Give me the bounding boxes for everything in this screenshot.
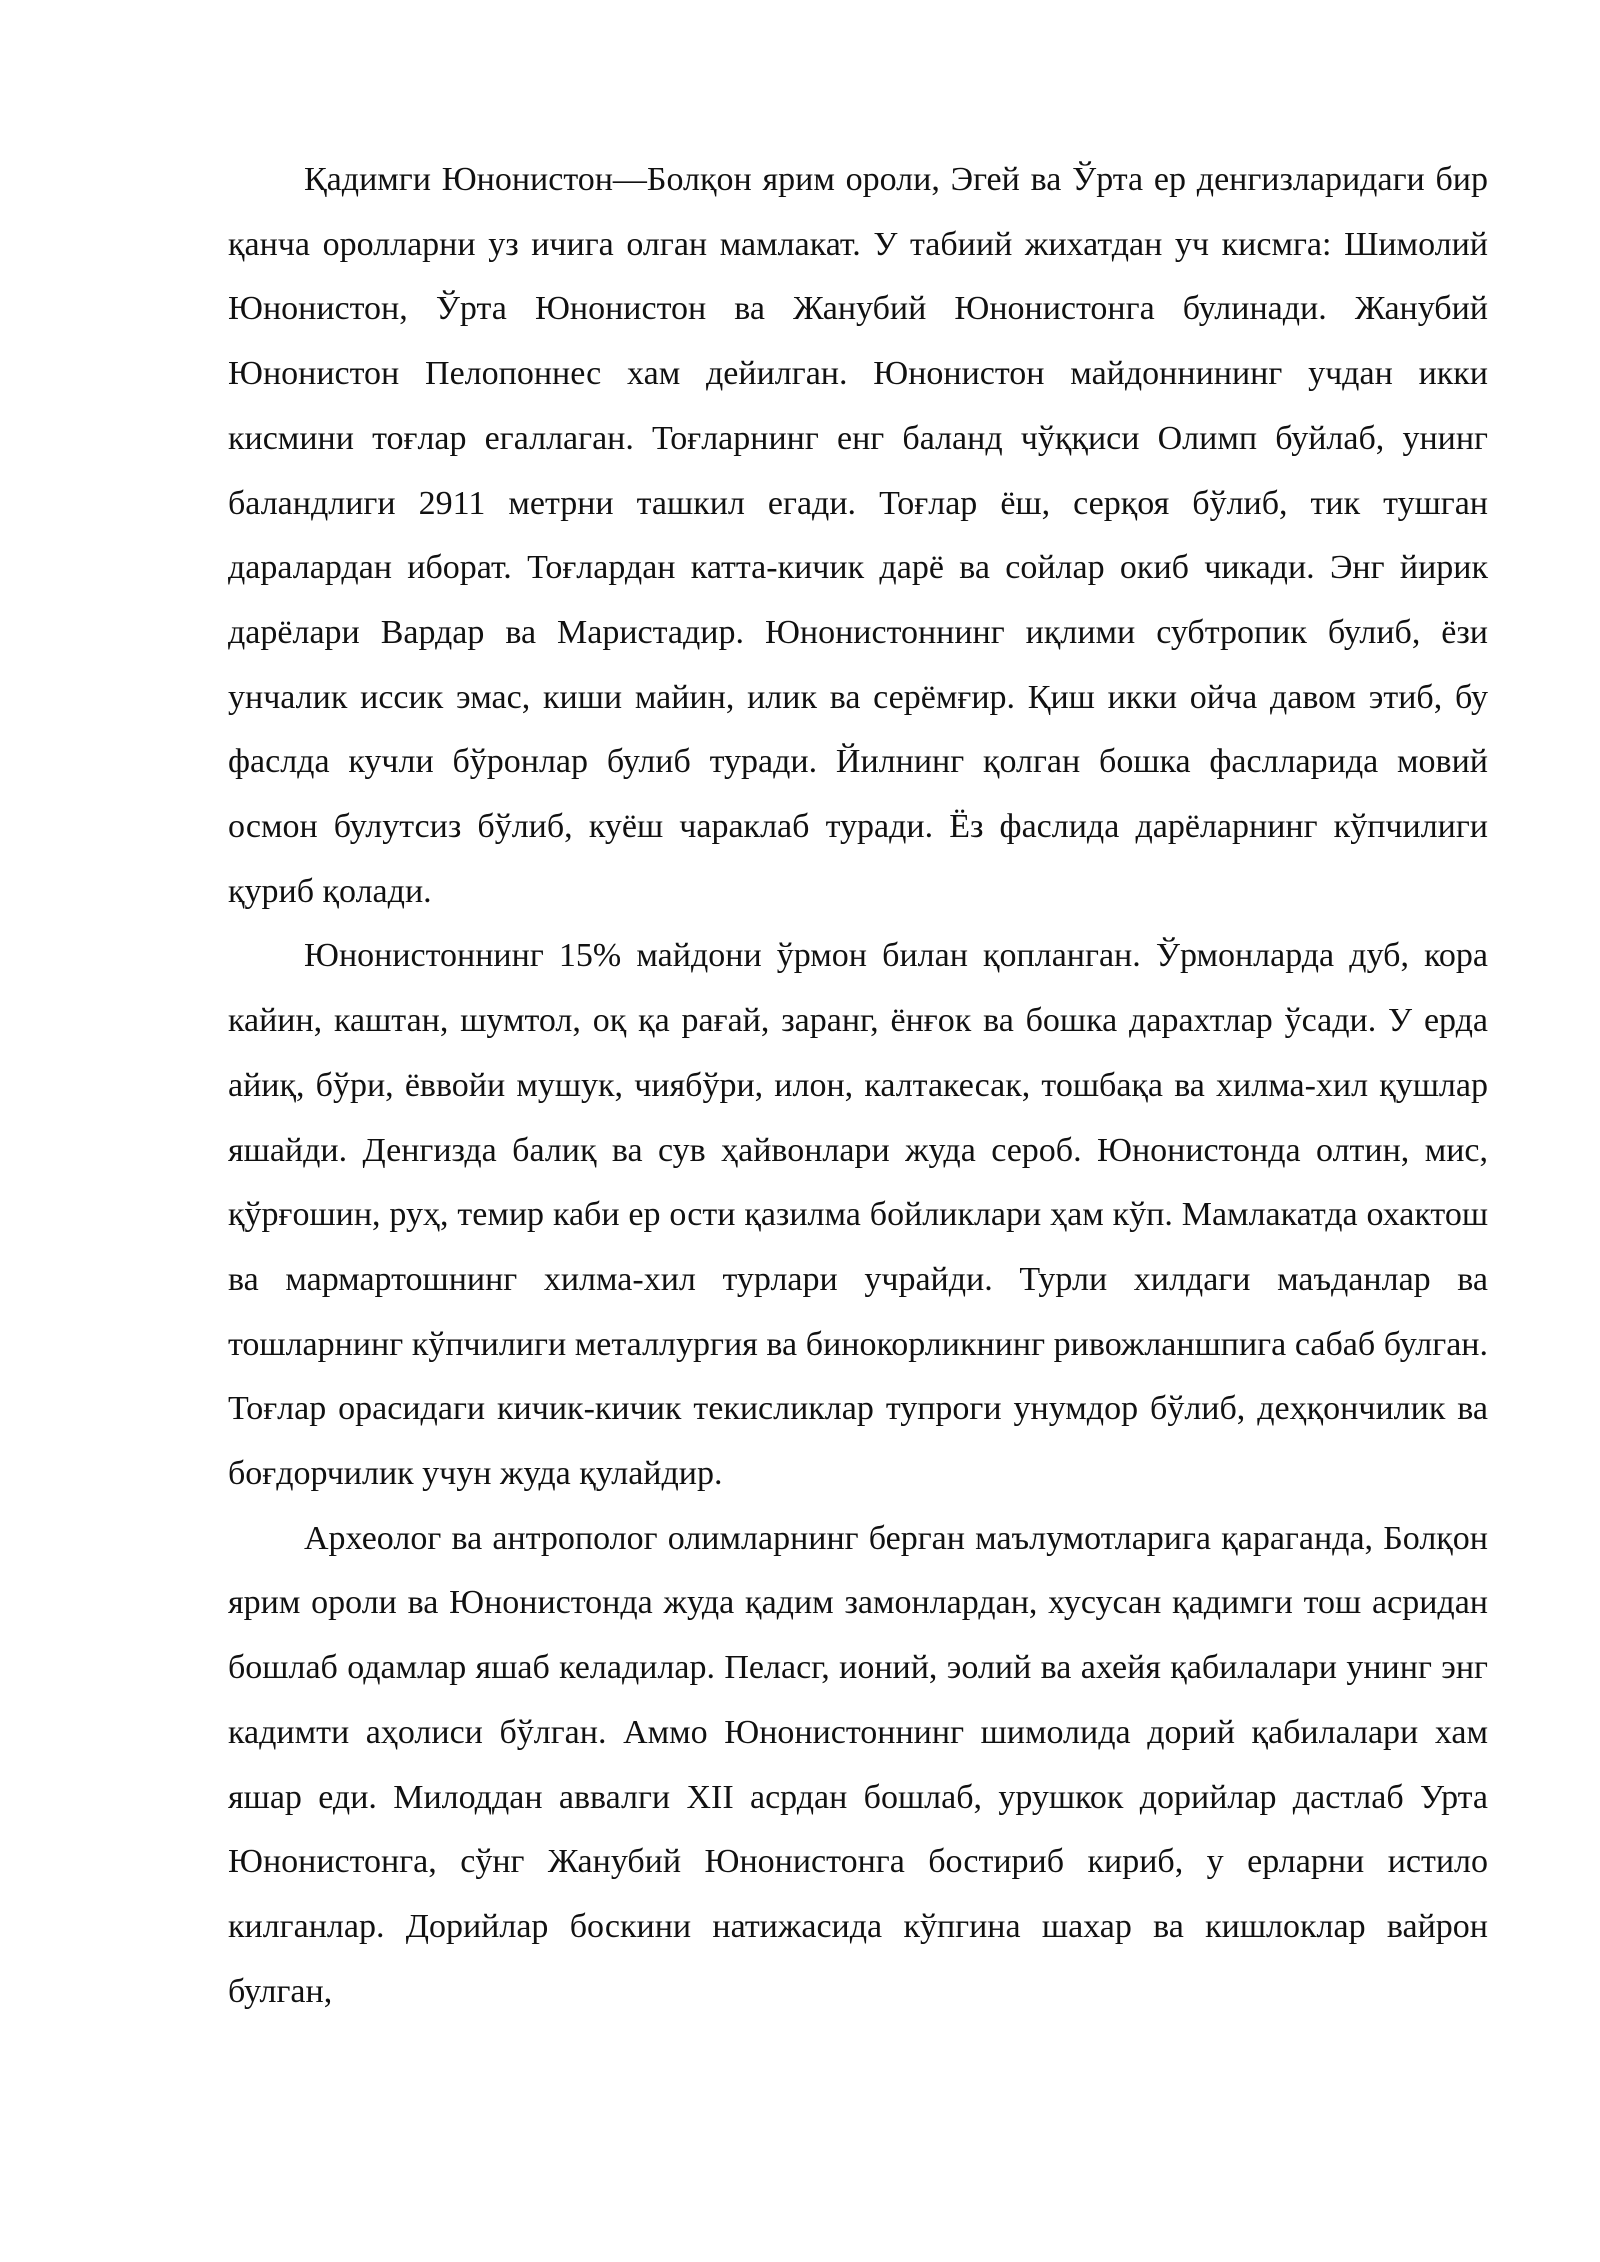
paragraph-2: Юнонистоннинг 15% майдони ўрмон билан қопланган. Ўрмонларда дуб, кора кайин, каштан, шумтол, оқ қа рағай, заранг, ёнғок ва бошка дарахтлар ўсади. У ерда айиқ, бўри, ёввойи мушук, чиябўри, илон, калтакесак, тошбақа ва хилма-хил қушлар яшайди. Денгизда балиқ ва сув ҳайвонлари жуда сероб. Юнонистонда олтин, мис, қўрғошин, руҳ, темир каби ер ости қазилма бойликлари ҳам кўп. Мамлакатда охактош ва мармартошнинг хилма-хил турлари учрайди. Турли хилдаги маъданлар ва тошларнинг кўпчилиги металлургия ва бинокорликнинг ривожланшпига сабаб булган. Тоғлар орасидаги кичик-кичик текисликлар тупроги унумдор бўлиб, деҳқончилик ва боғдорчилик учун жуда қулайдир. (228, 937, 1488, 1493)
paragraph-1: Қадимги Юнонистон—Болқон ярим ороли, Эгей ва Ўрта ер денгизларидаги бир қанча оролларни уз ичига олган мамлакат. У табиий жихатдан уч кисмга: Шимолий Юнонистон, Ўрта Юнонистон ва Жанубий Юнонистонга булинади. Жанубий Юнонистон Пелопоннес хам дейилган. Юнонистон майдоннининг учдан икки кисмини тоғлар егаллаган. Тоғларнинг енг баланд чўққиси Олимп буйлаб, унинг баландлиги 2911 метрни ташкил егади. Тоғлар ёш, серқоя бўлиб, тик тушган даралардан иборат. Тоғлардан катта-кичик дарё ва сойлар окиб чикади. Энг йирик дарёлари Вардар ва Маристадир. Юнонистоннинг иқлими субтропик булиб, ёзи унчалик иссик эмас, киши майин, илик ва серёмғир. Қиш икки ойча давом этиб, бу фаслда кучли бўронлар булиб туради. Йилнинг қолган бошка фаслларида мовий осмон булутсиз бўлиб, куёш чараклаб туради. Ёз фаслида дарёларнинг кўпчилиги қуриб қолади. (228, 161, 1488, 910)
document-page (228, 148, 1488, 2024)
paragraph-3: Археолог ва антрополог олимларнинг берган маълумотларига қараганда, Болқон ярим ороли ва Юнонистонда жуда қадим замонлардан, хусусан қадимги тош асридан бошлаб одамлар яшаб келадилар. Пеласг, ионий, эолий ва ахейя қабилалари унинг энг кадимти аҳолиси бўлган. Аммо Юнонистоннинг шимолида дорий қабилалари хам яшар еди. Милоддан аввалги XII асрдан бошлаб, урушкок дорийлар дастлаб Урта Юнонистонга, сўнг Жанубий Юнонистонга бостириб кириб, у ерларни истило килганлар. Дорийлар боскини натижасида кўпгина шахар ва кишлоклар вайрон булган, (228, 1519, 1488, 2010)
